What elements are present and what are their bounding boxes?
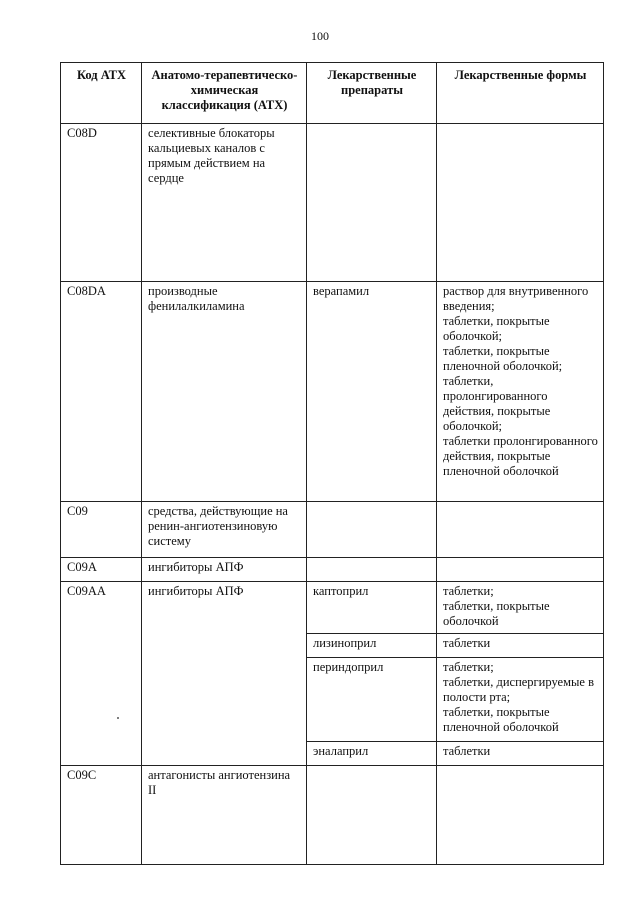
cell-code: C09C bbox=[61, 766, 142, 865]
cell-forms bbox=[437, 558, 604, 582]
cell-code: C08D bbox=[61, 124, 142, 282]
page-number: 100 bbox=[311, 29, 329, 43]
header-code: Код АТХ bbox=[61, 63, 142, 124]
cell-forms bbox=[437, 124, 604, 282]
form-line: таблетки, покрытые пленочной оболочкой; bbox=[443, 344, 563, 373]
cell-forms bbox=[437, 658, 604, 742]
form-line: таблетки, покрытые пленочной оболочкой bbox=[443, 705, 559, 734]
table-row bbox=[61, 124, 604, 282]
cell-drug bbox=[307, 502, 437, 558]
header-classification: Анатомо-терапевтическо-химическая классификация (АТХ) bbox=[142, 63, 307, 124]
cell-code: C09AA bbox=[61, 582, 142, 766]
cell-drug bbox=[307, 766, 437, 865]
cell-classification: производные фенилалкиламина bbox=[142, 282, 307, 502]
cell-forms bbox=[437, 742, 604, 766]
cell-forms bbox=[437, 634, 604, 658]
table-row bbox=[61, 582, 604, 634]
form-line: таблетки, диспергируемые в полости рта; bbox=[443, 675, 594, 704]
form-line: таблетки bbox=[443, 744, 491, 758]
table-row bbox=[61, 282, 604, 502]
cell-code: C08DA bbox=[61, 282, 142, 502]
cell-forms bbox=[437, 582, 604, 634]
form-line: таблетки, покрытые оболочкой; bbox=[443, 314, 550, 343]
table-row bbox=[61, 766, 604, 865]
cell-classification: ингибиторы АПФ bbox=[142, 582, 307, 766]
cell-drug bbox=[307, 124, 437, 282]
cell-forms bbox=[437, 502, 604, 558]
cell-drug: лизиноприл bbox=[307, 634, 437, 658]
scan-speck bbox=[117, 717, 119, 719]
cell-drug: верапамил bbox=[307, 282, 437, 502]
cell-code: C09 bbox=[61, 502, 142, 558]
cell-classification: антагонисты ангиотензина II bbox=[142, 766, 307, 865]
atx-table bbox=[60, 62, 604, 865]
cell-classification: ингибиторы АПФ bbox=[142, 558, 307, 582]
form-line: таблетки, покрытые оболочкой bbox=[443, 599, 550, 628]
form-line: таблетки пролонгированного действия, покрытые пленочной оболочкой bbox=[443, 434, 598, 478]
cell-drug bbox=[307, 558, 437, 582]
form-line: таблетки, пролонгированного действия, покрытые оболочкой; bbox=[443, 374, 551, 433]
form-line: раствор для внутривенного введения; bbox=[443, 284, 589, 313]
cell-classification: селективные блокаторы кальциевых каналов с прямым действием на сердце bbox=[142, 124, 307, 282]
cell-drug: каптоприл bbox=[307, 582, 437, 634]
form-line: таблетки; bbox=[443, 584, 494, 598]
header-forms: Лекарственные формы bbox=[437, 63, 604, 124]
cell-classification: средства, действующие на ренин-ангиотензиновую систему bbox=[142, 502, 307, 558]
header-drugs: Лекарственные препараты bbox=[307, 63, 437, 124]
cell-forms bbox=[437, 282, 604, 502]
cell-drug: периндоприл bbox=[307, 658, 437, 742]
table-header-row bbox=[61, 63, 604, 124]
table-row bbox=[61, 502, 604, 558]
form-line: таблетки; bbox=[443, 660, 494, 674]
cell-drug: эналаприл bbox=[307, 742, 437, 766]
form-line: таблетки bbox=[443, 636, 491, 650]
cell-forms bbox=[437, 766, 604, 865]
cell-code: C09A bbox=[61, 558, 142, 582]
table-row bbox=[61, 558, 604, 582]
